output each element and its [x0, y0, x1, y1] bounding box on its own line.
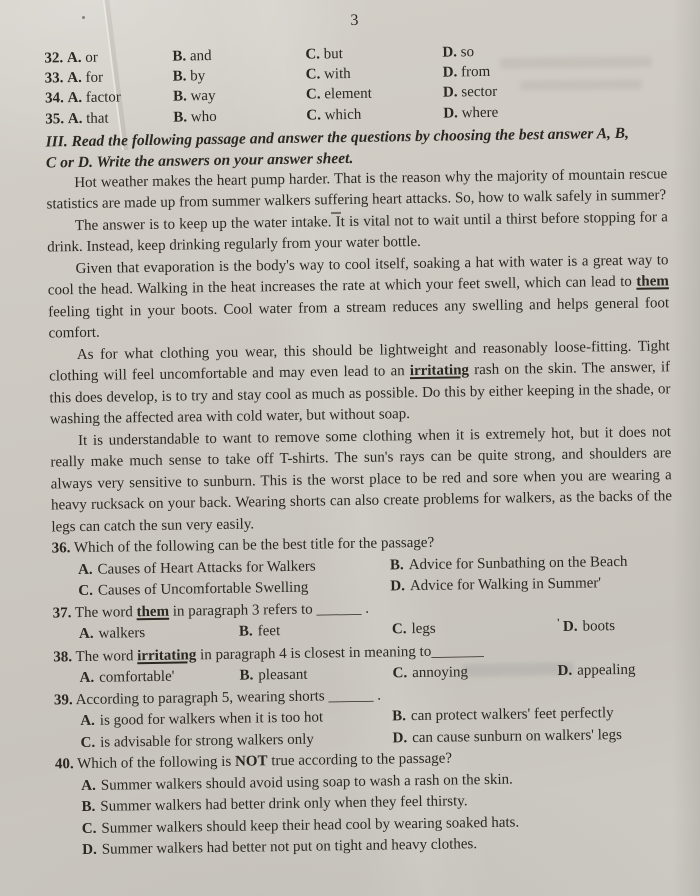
option-text: who [190, 108, 217, 125]
option-cell [45, 87, 173, 109]
option-cell [173, 105, 306, 127]
option-letter: C. [305, 46, 321, 63]
passage-paragraph-3 [47, 250, 669, 345]
option-text: can cause sunburn on walkers' legs [412, 726, 622, 746]
option-letter: B. [81, 799, 96, 816]
option-letter: C. [306, 107, 322, 124]
underlined-keyword-them: them [636, 273, 669, 291]
option-letter: B. [172, 48, 187, 65]
page-number: 3 [350, 11, 359, 29]
option-letter: B. [389, 557, 404, 574]
option-letter: B. [392, 708, 407, 725]
option-text: from [460, 64, 491, 81]
option-text: that [86, 110, 109, 127]
option-C [392, 661, 557, 685]
stray-tick-mark: ' [556, 617, 561, 630]
question-number: 39. [53, 691, 73, 709]
question-36-options [52, 551, 674, 603]
stem-text: in paragraph 4 is closest in meaning to_______ [196, 642, 484, 664]
option-D [390, 573, 673, 599]
option-cell [306, 63, 443, 85]
option-text: but [323, 46, 344, 63]
option-cell [173, 85, 306, 107]
option-cell [305, 43, 442, 65]
question-37 [53, 594, 675, 647]
keyword-not: NOT [234, 753, 268, 771]
paragraph-text: rash on the skin. The answer, if this does develop, is to try and stay cool as much as possible. Do this by either keeping in the shade, or washing the affected area with cold water, but without soap. [49, 359, 671, 428]
option-text: can protect walkers' feet perfectly [410, 705, 614, 725]
stem-text: Which of the following can be the best title for the passage? [73, 535, 435, 557]
option-text: way [190, 88, 216, 105]
option-letter: D. [82, 842, 97, 859]
option-text: Advice for Walking in Summer' [409, 575, 602, 595]
option-letter: D. [443, 104, 458, 122]
gap-fill-questions-32-35 [44, 39, 666, 129]
stem-text: According to paragraph 5, wearing shorts ______ . [75, 687, 382, 708]
option-A [79, 622, 239, 647]
option-letter: A. [67, 70, 82, 87]
question-number: 32. [44, 50, 64, 67]
option-text: Summer walkers should avoid using soap to wash a rash on the skin. [100, 771, 513, 794]
option-letter: B. [172, 88, 187, 106]
option-D [557, 660, 674, 683]
option-text: Summer walkers should keep their head cool by wearing soaked hats. [101, 814, 520, 837]
question-38 [53, 638, 675, 690]
option-text: sector [461, 84, 498, 101]
option-letter: C. [305, 86, 321, 104]
option-text: or [85, 49, 98, 66]
option-B [239, 664, 392, 688]
option-letter: D. [392, 730, 408, 747]
passage-paragraph-2: The answer is to keep up the water intake. It is vital not to wait until a thirst before stopping for a drink. Instead, keep drinking regularly from your water bottle. [47, 209, 668, 256]
option-letter: A. [78, 626, 94, 643]
question-number: 34. [44, 90, 64, 107]
option-D [392, 724, 675, 750]
option-cell [443, 100, 666, 124]
option-letter: D. [442, 64, 458, 81]
option-letter: B. [239, 667, 254, 684]
section-heading-line2: C or D. Write the answers on your answer sheet. [45, 149, 354, 172]
option-letter: C. [391, 621, 407, 638]
option-text: which [324, 106, 362, 123]
option-letter: D. [442, 84, 458, 101]
question-36 [52, 530, 674, 604]
option-text: legs [411, 621, 436, 638]
option-letter: A. [80, 713, 95, 730]
option-text: annoying [412, 664, 469, 682]
option-text: Summer walkers had better drink only when they feel thirsty. [100, 793, 468, 816]
option-letter: B. [238, 623, 253, 640]
option-text: where [461, 104, 499, 121]
option-cell [44, 47, 172, 69]
option-text: is advisable for strong walkers only [100, 731, 314, 751]
option-text: walkers [98, 625, 146, 643]
passage-paragraph-4 [49, 336, 671, 431]
option-text: Causes of Uncomfortable Swelling [97, 579, 309, 600]
option-letter: D. [562, 618, 578, 636]
option-letter: A. [67, 90, 83, 107]
option-cell [45, 107, 173, 129]
question-40 [55, 746, 678, 863]
stem-text: true according to the passage? [267, 750, 453, 770]
option-text: appealing [577, 662, 636, 679]
underlined-keyword-irritating: irritating [409, 362, 470, 380]
passage-paragraph-5: It is understandable to want to remove some clothing when it is extremely hot, but it does not really make much sense to take off T-shirts. The sun's rays can be quite strong, and shoulders are always very sensitive to sunburn. This is the worst place to be red and sore when you are wearing a heavy rucksack on your back. Wearing shorts can also create problems for walkers, as the backs of the legs can catch the sun very easily. [50, 424, 673, 536]
option-letter: D. [557, 663, 573, 680]
section-heading-line1: III. Read the following passage and answer the questions by choosing the best answer A, B, [45, 124, 630, 151]
option-letter: A. [66, 49, 82, 67]
question-number: 38. [53, 648, 73, 666]
paragraph-text: As for what clothing you wear, this should be lightweight and reasonably loose-fitting. Tight clothing will feel uncomfortable and may even lead to an [49, 338, 670, 385]
paragraph-text: feeling tight in your boots. Cool water from a stream reduces any swelling and helps general foot comfort. [48, 295, 670, 342]
stem-text: The word [75, 648, 138, 665]
option-letter: C. [80, 734, 96, 751]
question-39 [54, 681, 676, 755]
option-letter: A. [67, 110, 83, 127]
option-letter: B. [172, 68, 187, 85]
option-letter: C. [78, 583, 94, 600]
option-cell [306, 103, 443, 125]
option-letter: C. [392, 665, 408, 682]
option-text: Causes of Heart Attacks for Walkers [97, 558, 316, 578]
option-text: element [324, 86, 372, 103]
option-text: factor [85, 89, 121, 107]
option-letter: C. [305, 66, 321, 83]
question-number: 35. [45, 110, 65, 128]
option-text: comfortable' [99, 668, 175, 687]
question-number: 37. [52, 604, 72, 622]
paragraph-text: Given that evaporation is the body's way to cool itself, soaking a hat with water is a great way to cool the head. Walking in the heat increases the rate at which your feet swell, which can lead to [47, 252, 669, 299]
stem-text: in paragraph 3 refers to ______ . [168, 600, 370, 620]
option-letter: B. [173, 108, 188, 126]
option-B [239, 620, 392, 645]
stem-text: Which of the following is [77, 754, 236, 773]
stem-text: The word [74, 604, 137, 621]
option-letter: D. [442, 44, 458, 61]
option-letter: A. [77, 561, 93, 578]
option-cell [45, 67, 173, 89]
option-C [392, 617, 557, 642]
option-text: is good for walkers when it is too hot [99, 709, 324, 730]
option-text: pleasant [258, 666, 308, 684]
option-letter: A. [81, 777, 96, 794]
option-text: Summer walkers had better not put on tight and heavy clothes. [101, 836, 478, 859]
question-number: 40. [54, 756, 74, 773]
option-text: feet [257, 623, 281, 640]
option-D [557, 616, 674, 640]
question-39-options [54, 703, 676, 755]
option-text: with [323, 66, 351, 83]
underlined-keyword-irritating: irritating [137, 647, 197, 665]
option-letter: A. [79, 670, 95, 687]
option-cell [306, 83, 443, 105]
option-text: Advice for Sunbathing on the Beach [408, 553, 628, 573]
option-cell [173, 65, 306, 87]
passage-paragraph-1: Hot weather makes the heart pump harder. That is the reason why the majority of mountain rescue statistics are made up from summer walkers suffering heart attacks. So, how to walk safely in summer? [46, 166, 668, 213]
option-text: boots [582, 618, 616, 635]
option-text: so [460, 44, 475, 61]
option-letter: D. [390, 578, 406, 595]
option-text: and [189, 48, 212, 65]
question-number: 36. [51, 540, 71, 557]
option-letter: C. [81, 820, 97, 837]
option-A [79, 666, 239, 690]
option-cell [172, 45, 305, 67]
option-text: by [190, 68, 206, 85]
underlined-keyword-them: them [136, 603, 170, 621]
question-number: 33. [44, 70, 64, 87]
option-text: for [85, 69, 104, 87]
